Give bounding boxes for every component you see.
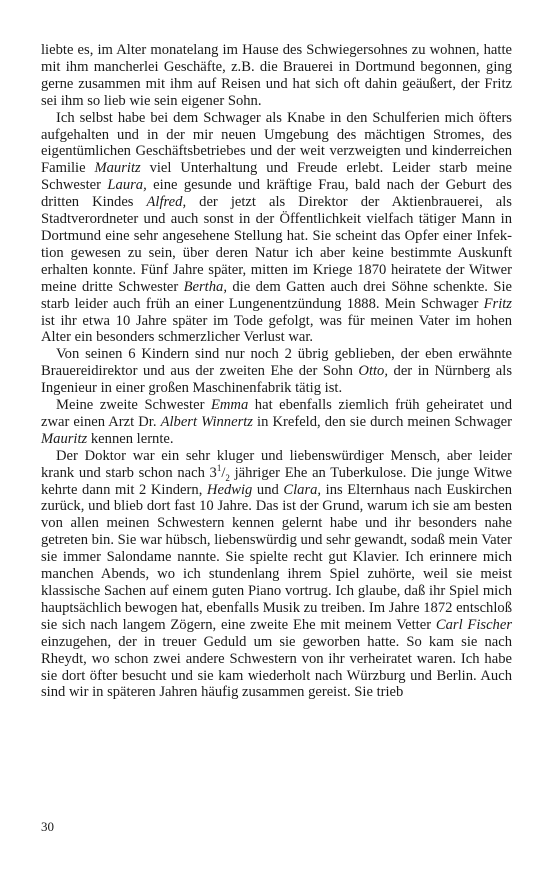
- italic-name: Bertha,: [183, 278, 227, 295]
- page-number: 30: [41, 819, 54, 834]
- paragraph: [41, 397, 512, 448]
- italic-name: Mauritz: [94, 160, 141, 177]
- italic-name: Emma: [210, 397, 249, 414]
- italic-name: Fritz: [483, 295, 512, 312]
- text-run: einzugehen, der in treuer Geduld um sie geworben hatte. So kam sie nach Rheydt, wo schon zwei andere Schwestern von ihr verheiratet waren. Ich habe sie dort öfter besucht und sie kam wiederholt nach Würzburg und Berlin. Auch sind wir in späteren Jahren häufig zusammen gereist. Sie trieb: [41, 633, 512, 701]
- text-run: liebte es, im Alter monatelang im Hause des Schwiegersohnes zu wohnen, hatte mit ihm mancherlei Geschäfte, z.B. die Brauerei in Dortmund begonnen, ging gerne zusammen mit ihm auf Reisen und hat sich oft dahin geäußert, der Fritz sei ihm so lieb wie sein eigener Sohn.: [41, 42, 512, 109]
- italic-name: Clara,: [283, 481, 322, 498]
- text-run: viel Unterhaltung und Freude erlebt. Leider starb meine Schwester: [41, 160, 512, 194]
- text-run: Von seinen 6 Kindern sind nur noch 2 übrig geblieben, der eben erwähnte Brauereidirektor und aus der zweiten Ehe der Sohn: [41, 346, 512, 380]
- text-run: hat ebenfalls ziemlich früh geheiratet und zwar einen Arzt Dr.: [41, 397, 512, 430]
- paragraph: [41, 42, 512, 110]
- paragraph: [41, 448, 512, 702]
- italic-name: Otto,: [358, 363, 388, 380]
- text-run: der in Nürnberg als Ingenieur in einer großen Maschinenfabrik tätig ist.: [41, 363, 512, 397]
- text-run: /: [221, 464, 226, 481]
- text-run: Meine zweite Schwester: [56, 397, 211, 414]
- page-body: [41, 42, 512, 701]
- text-run: die dem Gatten auch drei Söhne schenkte. Sie starb leider auch früh an einer Lungenentzündung 1888. Mein Schwager: [41, 278, 512, 312]
- italic-name: Laura,: [107, 177, 147, 194]
- italic-name: Hedwig: [206, 481, 253, 498]
- text-run: kennen lernte.: [87, 430, 174, 447]
- paragraph: [41, 346, 512, 397]
- text-run: 1: [216, 462, 222, 473]
- text-run: eine gesunde und kräftige Frau, bald nach der Geburt des dritten Kindes: [41, 177, 512, 211]
- text-run: Der Doktor war ein sehr kluger und liebenswürdiger Mensch, aber leider krank und starb schon nach 3: [41, 447, 512, 481]
- text-run: ins Elternhaus nach Euskirchen zurück, und blieb dort fast 10 Jahre. Das ist der Grund, warum ich sie am besten von allen meinen Schwestern kennen gelernt habe und ihr besonders nahe getreten bin. Sie war hübsch, liebenswürdig und sehr gewandt, sodaß mein Vater sie immer Salondame nannte. Sie spielte recht gut Klavier. Ich erinnere mich manchen Abends, wo ich stundenlang ihrem Spiel zuhörte, weil sie meist klassische Sachen auf einem guten Piano vortrug. Ich glaube, daß ihr Spiel mich hauptsächlich bewogen hat, ebenfalls Musik zu treiben. Im Jahre 1872 entschloß sie sich nach langem Zögern, eine zweite Ehe mit meinem Vetter: [41, 481, 512, 633]
- text-run: jähriger Ehe an Tuberkulose. Die junge Witwe kehrte dann mit 2 Kindern,: [41, 464, 512, 498]
- text-run: 2: [225, 472, 230, 483]
- text-run: und: [252, 481, 284, 498]
- italic-name: Albert Winnertz: [160, 413, 253, 430]
- text-run: der jetzt als Direktor der Aktienbrauerei, als Stadtverordneter und auch sonst in der Öffentlichkeit vielfach tätiger Mann in Dortmund eine sehr angesehene Stellung hat. Sie scheint das Opfer einer Infektion gewesen zu sein, über deren Natur ich aber keine bestimmte Auskunft erhalten konnte. Fünf Jahre später, mitten im Kriege 1870 heiratete der Witwer meine dritte Schwester: [41, 194, 512, 295]
- text-run: in Krefeld, den sie durch meinen Schwager: [253, 413, 512, 430]
- italic-name: Mauritz: [41, 430, 88, 447]
- paragraph: [41, 110, 512, 347]
- text-run: Ich selbst habe bei dem Schwager als Knabe in den Schulferien mich öfters aufgehalten und in der mir neuen Umgebung des mächtigen Stromes, des eigentümlichen Geschäftsbetriebes und der weit verzweigten und kinderreichen Familie: [41, 109, 512, 177]
- text-run: ist ihr etwa 10 Jahre später im Tode gefolgt, was für meinen Vater im hohen Alter ein besonders schmerzlicher Verlust war.: [41, 312, 512, 346]
- italic-name: Alfred,: [146, 194, 187, 211]
- italic-name: Carl Fischer: [435, 616, 512, 633]
